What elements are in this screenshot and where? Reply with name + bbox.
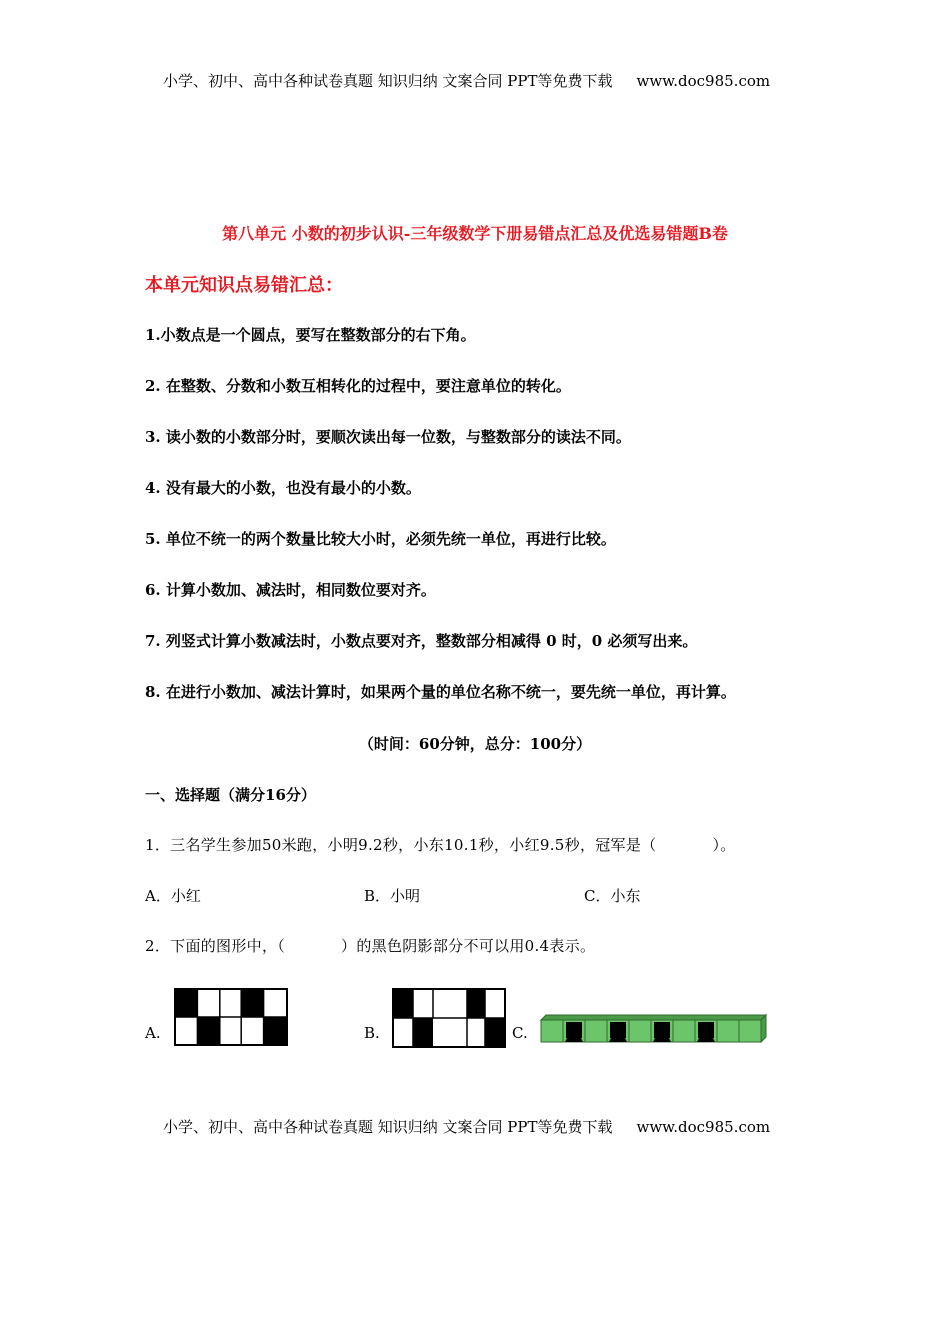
q1-option-a[interactable]: A．小红: [145, 887, 201, 905]
point-1: 1.小数点是一个圆点，要写在整数部分的右下角。: [145, 326, 476, 344]
question-1-stem: 1．三名学生参加50米跑，小明9.2秒，小东10.1秒，小红9.5秒，冠军是（: [145, 836, 657, 854]
question-2-stem: 2．下面的图形中，（: [145, 937, 286, 955]
cube-row-top: [541, 1015, 766, 1020]
cube-face: [585, 1020, 607, 1042]
page-footer: [163, 1116, 770, 1137]
point-5: 5. 单位不统一的两个数量比较大小时，必须先统一单位，再进行比较。: [145, 530, 616, 548]
cube-black-edge: [565, 1038, 583, 1042]
q2-option-b-label[interactable]: B.: [364, 1024, 380, 1042]
header-text: 小学、初中、高中各种试卷真题 知识归纳 文案合同 PPT等免费下载: [163, 72, 613, 90]
cube-face: [717, 1020, 739, 1042]
cube-black-edge: [609, 1038, 627, 1042]
section-heading: 本单元知识点易错汇总：: [145, 275, 343, 296]
time-info: （时间：60分钟，总分：100分）: [358, 735, 592, 753]
cube-black-edge: [653, 1038, 671, 1042]
figure-a-cell: [241, 989, 263, 1017]
header-site-link[interactable]: www.doc985.com: [636, 72, 771, 90]
question-1: [145, 834, 736, 855]
question-1-stem-end: ）。: [712, 836, 736, 854]
figure-c-cubes: [538, 1012, 770, 1052]
point-7: 7. 列竖式计算小数减法时，小数点要对齐，整数部分相减得 0 时，0 必须写出来。: [145, 632, 698, 650]
figure-b-grid: [392, 988, 506, 1048]
figure-b-cell: [467, 989, 485, 1018]
footer-site-link[interactable]: www.doc985.com: [636, 1118, 771, 1136]
figure-a-grid: [174, 988, 288, 1046]
figure-a-cell: [175, 989, 197, 1017]
document-title: 第八单元 小数的初步认识-三年级数学下册易错点汇总及优选易错题B卷: [222, 224, 728, 243]
cube-black-square: [610, 1022, 626, 1038]
figure-b-cell: [485, 1018, 505, 1047]
point-2: 2. 在整数、分数和小数互相转化的过程中，要注意单位的转化。: [145, 377, 571, 395]
part-one-heading: 一、选择题（满分16分）: [145, 786, 316, 804]
point-8: 8. 在进行小数加、减法计算时，如果两个量的单位名称不统一，要先统一单位，再计算。: [145, 683, 736, 701]
question-2: [145, 935, 595, 956]
cube-face: [629, 1020, 651, 1042]
q2-option-c-label[interactable]: C.: [512, 1024, 528, 1042]
cube-black-square: [654, 1022, 670, 1038]
cube-row-side: [761, 1015, 766, 1042]
figure-b-cell: [393, 989, 413, 1018]
cube-face: [673, 1020, 695, 1042]
cube-black-square: [698, 1022, 714, 1038]
point-6: 6. 计算小数加、减法时，相同数位要对齐。: [145, 581, 436, 599]
page-header: [163, 70, 770, 91]
point-3: 3. 读小数的小数部分时，要顺次读出每一位数，与整数部分的读法不同。: [145, 428, 631, 446]
cube-black-edge: [697, 1038, 715, 1042]
q2-option-a-label[interactable]: A.: [145, 1024, 161, 1042]
q1-option-b[interactable]: B．小明: [364, 887, 421, 905]
cube-black-square: [566, 1022, 582, 1038]
cube-face: [739, 1020, 761, 1042]
question-2-stem-end: ）的黑色阴影部分不可以用0.4表示。: [341, 937, 596, 955]
footer-text: 小学、初中、高中各种试卷真题 知识归纳 文案合同 PPT等免费下载: [163, 1118, 613, 1136]
figure-a-cell: [264, 1017, 286, 1045]
point-4: 4. 没有最大的小数，也没有最小的小数。: [145, 479, 421, 497]
q1-option-c[interactable]: C．小东: [584, 887, 641, 905]
cube-face: [541, 1020, 563, 1042]
figure-a-cell: [197, 1017, 219, 1045]
figure-b-cell: [413, 1018, 433, 1047]
